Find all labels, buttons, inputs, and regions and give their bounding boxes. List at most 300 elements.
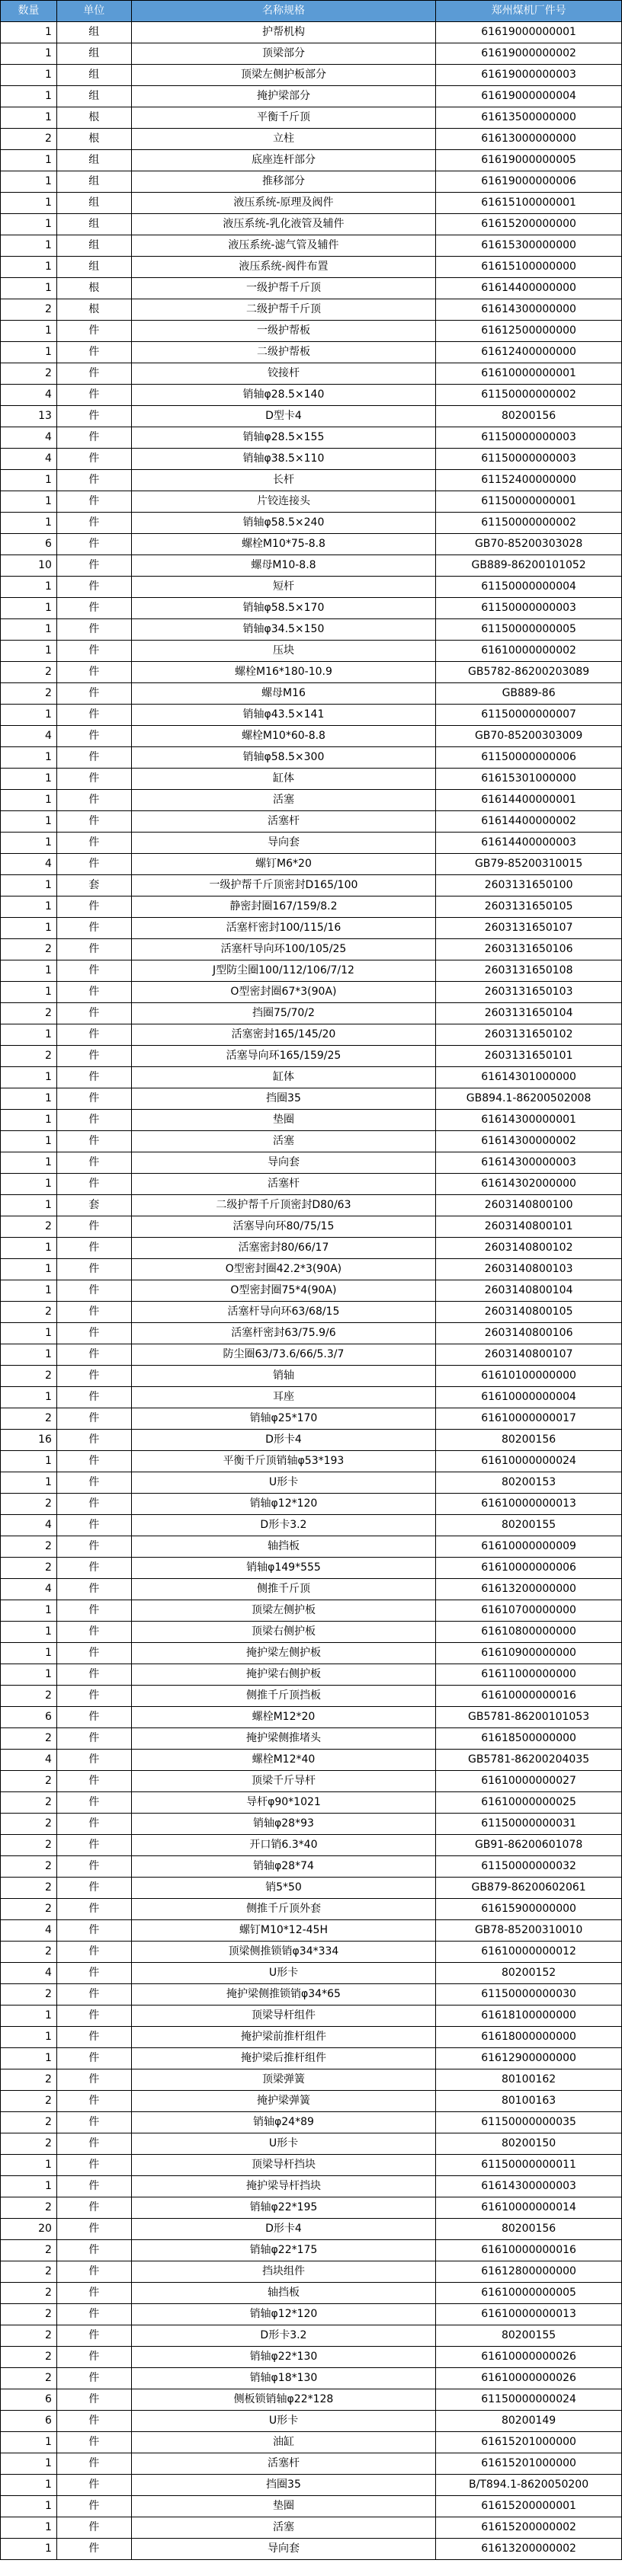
table-row <box>1 598 622 619</box>
name-spec-cell: 顶梁左侧护板部分 <box>131 65 435 86</box>
name-spec-cell: 掩护梁侧推锁销φ34*65 <box>131 1984 435 2006</box>
quantity-cell: 1 <box>1 1067 57 1088</box>
table-row <box>1 2347 622 2368</box>
table-row <box>1 619 622 641</box>
part-number-cell: 2603140800101 <box>436 1216 622 1238</box>
table-row <box>1 2176 622 2197</box>
name-spec-cell: 一级护帮千斤顶 <box>131 278 435 299</box>
part-number-cell: 61614302000000 <box>436 1174 622 1195</box>
unit-cell: 件 <box>56 1750 131 1771</box>
unit-cell: 件 <box>56 1600 131 1622</box>
name-spec-cell: 掩护梁部分 <box>131 86 435 107</box>
quantity-cell: 1 <box>1 1195 57 1216</box>
name-spec-cell: 导向套 <box>131 833 435 854</box>
unit-cell: 件 <box>56 662 131 683</box>
quantity-cell: 1 <box>1 2539 57 2560</box>
part-number-cell: 61619000000003 <box>436 65 622 86</box>
quantity-cell: 1 <box>1 1664 57 1686</box>
name-spec-cell: 螺母M10-8.8 <box>131 555 435 577</box>
unit-cell: 件 <box>56 1430 131 1451</box>
name-spec-cell: 螺钉M10*12-45H <box>131 1920 435 1942</box>
part-number-cell: 61615300000000 <box>436 235 622 257</box>
name-spec-cell: 活塞密封165/145/20 <box>131 1024 435 1046</box>
name-spec-cell: 顶梁左侧护板 <box>131 1600 435 1622</box>
part-number-cell: GB889-86200101052 <box>436 555 622 577</box>
part-number-cell: 61615200000001 <box>436 2496 622 2517</box>
quantity-cell: 1 <box>1 1387 57 1408</box>
unit-cell: 件 <box>56 2475 131 2496</box>
unit-cell: 组 <box>56 43 131 65</box>
table-row <box>1 1323 622 1344</box>
unit-cell: 件 <box>56 1366 131 1387</box>
table-row <box>1 1920 622 1942</box>
quantity-cell: 2 <box>1 1728 57 1750</box>
unit-cell: 件 <box>56 491 131 513</box>
table-row <box>1 577 622 598</box>
name-spec-cell: 铰接杆 <box>131 363 435 385</box>
part-number-cell: 61614300000003 <box>436 2176 622 2197</box>
quantity-cell: 1 <box>1 1088 57 1110</box>
quantity-cell: 2 <box>1 2240 57 2261</box>
unit-cell: 件 <box>56 2325 131 2347</box>
name-spec-cell: 销轴φ28.5×140 <box>131 385 435 406</box>
part-number-cell: 61619000000002 <box>436 43 622 65</box>
name-spec-cell: 销轴φ28*74 <box>131 1856 435 1878</box>
column-header-part-number: 郑州煤机厂件号 <box>436 1 622 22</box>
table-row <box>1 2475 622 2496</box>
part-number-cell: 2603131650102 <box>436 1024 622 1046</box>
name-spec-cell: 活塞杆 <box>131 811 435 833</box>
name-spec-cell: 平衡千斤顶销轴φ53*193 <box>131 1451 435 1472</box>
name-spec-cell: 压块 <box>131 641 435 662</box>
part-number-cell: 61610000000001 <box>436 363 622 385</box>
unit-cell: 件 <box>56 427 131 449</box>
name-spec-cell: 一级护帮千斤顶密封D165/100 <box>131 875 435 896</box>
table-row <box>1 193 622 214</box>
unit-cell: 件 <box>56 2091 131 2112</box>
quantity-cell: 20 <box>1 2219 57 2240</box>
quantity-cell: 6 <box>1 1707 57 1728</box>
quantity-cell: 1 <box>1 2006 57 2027</box>
table-row <box>1 171 622 193</box>
table-row <box>1 854 622 875</box>
table-row <box>1 65 622 86</box>
quantity-cell: 4 <box>1 427 57 449</box>
part-number-cell: 61614400000002 <box>436 811 622 833</box>
unit-cell: 件 <box>56 1899 131 1920</box>
name-spec-cell: 螺栓M12*40 <box>131 1750 435 1771</box>
table-row <box>1 1216 622 1238</box>
table-row <box>1 86 622 107</box>
part-number-cell: 61610000000005 <box>436 2283 622 2304</box>
part-number-cell: 61150000000002 <box>436 513 622 534</box>
quantity-cell: 13 <box>1 406 57 427</box>
unit-cell: 件 <box>56 1152 131 1174</box>
quantity-cell: 10 <box>1 555 57 577</box>
unit-cell: 件 <box>56 1664 131 1686</box>
part-number-cell: 2603131650101 <box>436 1046 622 1067</box>
table-row <box>1 982 622 1003</box>
unit-cell: 件 <box>56 1558 131 1579</box>
part-number-cell: 61612900000000 <box>436 2048 622 2069</box>
table-row <box>1 22 622 43</box>
unit-cell: 件 <box>56 1515 131 1536</box>
table-row <box>1 2069 622 2091</box>
quantity-cell: 2 <box>1 1686 57 1707</box>
part-number-cell: 61612500000000 <box>436 321 622 342</box>
name-spec-cell: 掩护梁后推杆组件 <box>131 2048 435 2069</box>
quantity-cell: 6 <box>1 534 57 555</box>
part-number-cell: 80200155 <box>436 2325 622 2347</box>
quantity-cell: 4 <box>1 854 57 875</box>
name-spec-cell: 活塞杆导向环63/68/15 <box>131 1302 435 1323</box>
unit-cell: 件 <box>56 2517 131 2539</box>
unit-cell: 件 <box>56 1387 131 1408</box>
unit-cell: 件 <box>56 1088 131 1110</box>
unit-cell: 件 <box>56 1174 131 1195</box>
unit-cell: 件 <box>56 2133 131 2155</box>
unit-cell: 件 <box>56 363 131 385</box>
table-row <box>1 43 622 65</box>
name-spec-cell: 销轴φ58.5×240 <box>131 513 435 534</box>
table-row <box>1 1174 622 1195</box>
name-spec-cell: 顶梁千斤导杆 <box>131 1771 435 1792</box>
unit-cell: 件 <box>56 555 131 577</box>
quantity-cell: 2 <box>1 2069 57 2091</box>
name-spec-cell: 螺栓M10*60-8.8 <box>131 726 435 747</box>
part-number-cell: 2603140800102 <box>436 1238 622 1259</box>
part-number-cell: 61150000000031 <box>436 1814 622 1835</box>
unit-cell: 件 <box>56 385 131 406</box>
table-row <box>1 1963 622 1984</box>
name-spec-cell: 掩护梁弹簧 <box>131 2091 435 2112</box>
quantity-cell: 1 <box>1 1152 57 1174</box>
name-spec-cell: 侧推千斤顶 <box>131 1579 435 1600</box>
quantity-cell: 4 <box>1 726 57 747</box>
part-number-cell: 61152400000000 <box>436 470 622 491</box>
unit-cell: 件 <box>56 2197 131 2219</box>
unit-cell: 件 <box>56 2261 131 2283</box>
part-number-cell: 80200153 <box>436 1472 622 1494</box>
table-row <box>1 2411 622 2432</box>
part-number-cell: 61150000000030 <box>436 1984 622 2006</box>
unit-cell: 件 <box>56 1408 131 1430</box>
part-number-cell: 61610000000012 <box>436 1942 622 1963</box>
unit-cell: 件 <box>56 2347 131 2368</box>
name-spec-cell: 销轴φ22*195 <box>131 2197 435 2219</box>
quantity-cell: 2 <box>1 1558 57 1579</box>
table-row <box>1 662 622 683</box>
table-row <box>1 1771 622 1792</box>
table-row <box>1 257 622 278</box>
name-spec-cell: 活塞杆密封100/115/16 <box>131 918 435 939</box>
part-number-cell: 61613500000000 <box>436 107 622 129</box>
name-spec-cell: D形卡3.2 <box>131 1515 435 1536</box>
unit-cell: 件 <box>56 1536 131 1558</box>
name-spec-cell: 顶梁部分 <box>131 43 435 65</box>
part-number-cell: 61150000000003 <box>436 598 622 619</box>
part-number-cell: 61614400000000 <box>436 278 622 299</box>
name-spec-cell: 缸体 <box>131 1067 435 1088</box>
part-number-cell: GB79-85200310015 <box>436 854 622 875</box>
quantity-cell: 1 <box>1 896 57 918</box>
table-row <box>1 1558 622 1579</box>
unit-cell: 件 <box>56 1003 131 1024</box>
table-row <box>1 1643 622 1664</box>
quantity-cell: 1 <box>1 43 57 65</box>
quantity-cell: 4 <box>1 1579 57 1600</box>
quantity-cell: 2 <box>1 2283 57 2304</box>
table-row <box>1 470 622 491</box>
part-number-cell: 2603140800103 <box>436 1259 622 1280</box>
part-number-cell: 61150000000006 <box>436 747 622 769</box>
unit-cell: 件 <box>56 2112 131 2133</box>
name-spec-cell: 油缸 <box>131 2432 435 2453</box>
part-number-cell: 61150000000032 <box>436 1856 622 1878</box>
name-spec-cell: 螺母M16 <box>131 683 435 705</box>
unit-cell: 件 <box>56 960 131 982</box>
name-spec-cell: 挡圈75/70/2 <box>131 1003 435 1024</box>
quantity-cell: 2 <box>1 129 57 150</box>
part-number-cell: 61612400000000 <box>436 342 622 363</box>
name-spec-cell: 导向套 <box>131 2539 435 2560</box>
quantity-cell: 1 <box>1 1174 57 1195</box>
name-spec-cell: 顶梁右侧护板 <box>131 1622 435 1643</box>
quantity-cell: 1 <box>1 2453 57 2475</box>
name-spec-cell: 螺栓M10*75-8.8 <box>131 534 435 555</box>
unit-cell: 件 <box>56 726 131 747</box>
unit-cell: 件 <box>56 2219 131 2240</box>
part-number-cell: 61611000000000 <box>436 1664 622 1686</box>
quantity-cell: 2 <box>1 2347 57 2368</box>
name-spec-cell: 销5*50 <box>131 1878 435 1899</box>
table-row <box>1 1750 622 1771</box>
quantity-cell: 1 <box>1 918 57 939</box>
table-row <box>1 2048 622 2069</box>
name-spec-cell: 销轴φ22*175 <box>131 2240 435 2261</box>
unit-cell: 件 <box>56 1920 131 1942</box>
table-row <box>1 299 622 321</box>
part-number-cell: 61614300000000 <box>436 299 622 321</box>
quantity-cell: 2 <box>1 2368 57 2389</box>
unit-cell: 件 <box>56 1643 131 1664</box>
name-spec-cell: 顶梁侧推锁销φ34*334 <box>131 1942 435 1963</box>
part-number-cell: 80200156 <box>436 406 622 427</box>
unit-cell: 件 <box>56 1323 131 1344</box>
table-row <box>1 1728 622 1750</box>
part-number-cell: 2603131650104 <box>436 1003 622 1024</box>
part-number-cell: 61150000000003 <box>436 449 622 470</box>
part-number-cell: 61610000000016 <box>436 1686 622 1707</box>
quantity-cell: 1 <box>1 321 57 342</box>
name-spec-cell: 掩护梁导杆挡块 <box>131 2176 435 2197</box>
unit-cell: 件 <box>56 2411 131 2432</box>
unit-cell: 件 <box>56 2240 131 2261</box>
name-spec-cell: 垫圈 <box>131 1110 435 1131</box>
quantity-cell: 2 <box>1 1792 57 1814</box>
table-row <box>1 2091 622 2112</box>
table-row <box>1 2304 622 2325</box>
table-row <box>1 2517 622 2539</box>
unit-cell: 件 <box>56 2048 131 2069</box>
name-spec-cell: 销轴φ38.5×110 <box>131 449 435 470</box>
part-number-cell: 80200156 <box>436 2219 622 2240</box>
quantity-cell: 1 <box>1 2475 57 2496</box>
name-spec-cell: 挡圈35 <box>131 1088 435 1110</box>
name-spec-cell: 二级护帮板 <box>131 342 435 363</box>
part-number-cell: 80200156 <box>436 1430 622 1451</box>
table-row <box>1 2197 622 2219</box>
name-spec-cell: 护帮机构 <box>131 22 435 43</box>
name-spec-cell: 二级护帮千斤顶 <box>131 299 435 321</box>
name-spec-cell: 导向套 <box>131 1152 435 1174</box>
quantity-cell: 1 <box>1 1238 57 1259</box>
unit-cell: 件 <box>56 1686 131 1707</box>
unit-cell: 组 <box>56 22 131 43</box>
quantity-cell: 4 <box>1 1963 57 1984</box>
quantity-cell: 2 <box>1 1814 57 1835</box>
table-row <box>1 1600 622 1622</box>
quantity-cell: 2 <box>1 2112 57 2133</box>
table-row <box>1 960 622 982</box>
quantity-cell: 1 <box>1 982 57 1003</box>
name-spec-cell: 销轴φ12*120 <box>131 2304 435 2325</box>
table-row <box>1 342 622 363</box>
unit-cell: 套 <box>56 1195 131 1216</box>
quantity-cell: 1 <box>1 107 57 129</box>
quantity-cell: 1 <box>1 1643 57 1664</box>
table-row <box>1 2539 622 2560</box>
part-number-cell: 2603140800100 <box>436 1195 622 1216</box>
unit-cell: 件 <box>56 641 131 662</box>
part-number-cell: 80200155 <box>436 1515 622 1536</box>
table-row <box>1 1067 622 1088</box>
name-spec-cell: 平衡千斤顶 <box>131 107 435 129</box>
part-number-cell: 61610800000000 <box>436 1622 622 1643</box>
part-number-cell: 80100162 <box>436 2069 622 2091</box>
quantity-cell: 2 <box>1 2261 57 2283</box>
unit-cell: 件 <box>56 2539 131 2560</box>
unit-cell: 件 <box>56 683 131 705</box>
name-spec-cell: 液压系统-滤气管及辅件 <box>131 235 435 257</box>
unit-cell: 组 <box>56 150 131 171</box>
unit-cell: 件 <box>56 2389 131 2411</box>
table-row <box>1 214 622 235</box>
quantity-cell: 2 <box>1 1003 57 1024</box>
unit-cell: 组 <box>56 65 131 86</box>
name-spec-cell: 活塞导向环80/75/15 <box>131 1216 435 1238</box>
name-spec-cell: 顶梁导杆组件 <box>131 2006 435 2027</box>
quantity-cell: 1 <box>1 769 57 790</box>
part-number-cell: 2603140800105 <box>436 1302 622 1323</box>
name-spec-cell: 销轴 <box>131 1366 435 1387</box>
part-number-cell: 80200152 <box>436 1963 622 1984</box>
table-header <box>1 1 622 22</box>
unit-cell: 件 <box>56 833 131 854</box>
quantity-cell: 4 <box>1 1750 57 1771</box>
unit-cell: 件 <box>56 470 131 491</box>
name-spec-cell: 缸体 <box>131 769 435 790</box>
name-spec-cell: D型卡4 <box>131 406 435 427</box>
header-row <box>1 1 622 22</box>
unit-cell: 件 <box>56 1728 131 1750</box>
table-row <box>1 1131 622 1152</box>
table-row <box>1 811 622 833</box>
name-spec-cell: U形卡 <box>131 1472 435 1494</box>
name-spec-cell: 顶梁弹簧 <box>131 2069 435 2091</box>
quantity-cell: 1 <box>1 1024 57 1046</box>
part-number-cell: 61615201000000 <box>436 2453 622 2475</box>
name-spec-cell: 耳座 <box>131 1387 435 1408</box>
table-row <box>1 896 622 918</box>
part-number-cell: 80200150 <box>436 2133 622 2155</box>
quantity-cell: 1 <box>1 2432 57 2453</box>
table-row <box>1 1515 622 1536</box>
quantity-cell: 1 <box>1 470 57 491</box>
name-spec-cell: 活塞杆导向环100/105/25 <box>131 939 435 960</box>
quantity-cell: 2 <box>1 2133 57 2155</box>
unit-cell: 件 <box>56 1451 131 1472</box>
table-row <box>1 449 622 470</box>
part-number-cell: 61150000000035 <box>436 2112 622 2133</box>
unit-cell: 件 <box>56 321 131 342</box>
unit-cell: 件 <box>56 1878 131 1899</box>
unit-cell: 组 <box>56 86 131 107</box>
quantity-cell: 1 <box>1 875 57 896</box>
name-spec-cell: 推移部分 <box>131 171 435 193</box>
unit-cell: 件 <box>56 1622 131 1643</box>
quantity-cell: 1 <box>1 1344 57 1366</box>
name-spec-cell: D形卡4 <box>131 1430 435 1451</box>
quantity-cell: 1 <box>1 577 57 598</box>
unit-cell: 件 <box>56 1494 131 1515</box>
name-spec-cell: 开口销6.3*40 <box>131 1835 435 1856</box>
unit-cell: 件 <box>56 619 131 641</box>
name-spec-cell: 片铰连接头 <box>131 491 435 513</box>
quantity-cell: 2 <box>1 1899 57 1920</box>
part-number-cell: 61614300000003 <box>436 1152 622 1174</box>
part-number-cell: 61150000000001 <box>436 491 622 513</box>
table-row <box>1 491 622 513</box>
part-number-cell: 2603140800106 <box>436 1323 622 1344</box>
part-number-cell: GB5782-86200203089 <box>436 662 622 683</box>
unit-cell: 件 <box>56 790 131 811</box>
table-row <box>1 1088 622 1110</box>
table-row <box>1 278 622 299</box>
table-row <box>1 1878 622 1899</box>
quantity-cell: 1 <box>1 2027 57 2048</box>
table-row <box>1 790 622 811</box>
part-number-cell: 2603131650106 <box>436 939 622 960</box>
table-row <box>1 107 622 129</box>
name-spec-cell: 活塞导向环165/159/25 <box>131 1046 435 1067</box>
quantity-cell: 1 <box>1 960 57 982</box>
part-number-cell: 61610000000025 <box>436 1792 622 1814</box>
table-row <box>1 1686 622 1707</box>
part-number-cell: 61613200000000 <box>436 1579 622 1600</box>
name-spec-cell: 活塞杆密封63/75.9/6 <box>131 1323 435 1344</box>
quantity-cell: 2 <box>1 1878 57 1899</box>
unit-cell: 件 <box>56 896 131 918</box>
unit-cell: 件 <box>56 2176 131 2197</box>
name-spec-cell: 销轴φ43.5×141 <box>131 705 435 726</box>
name-spec-cell: 液压系统-原理及阀件 <box>131 193 435 214</box>
quantity-cell: 2 <box>1 1216 57 1238</box>
table-row <box>1 385 622 406</box>
part-number-cell: 61150000000024 <box>436 2389 622 2411</box>
quantity-cell: 1 <box>1 214 57 235</box>
table-row <box>1 1664 622 1686</box>
